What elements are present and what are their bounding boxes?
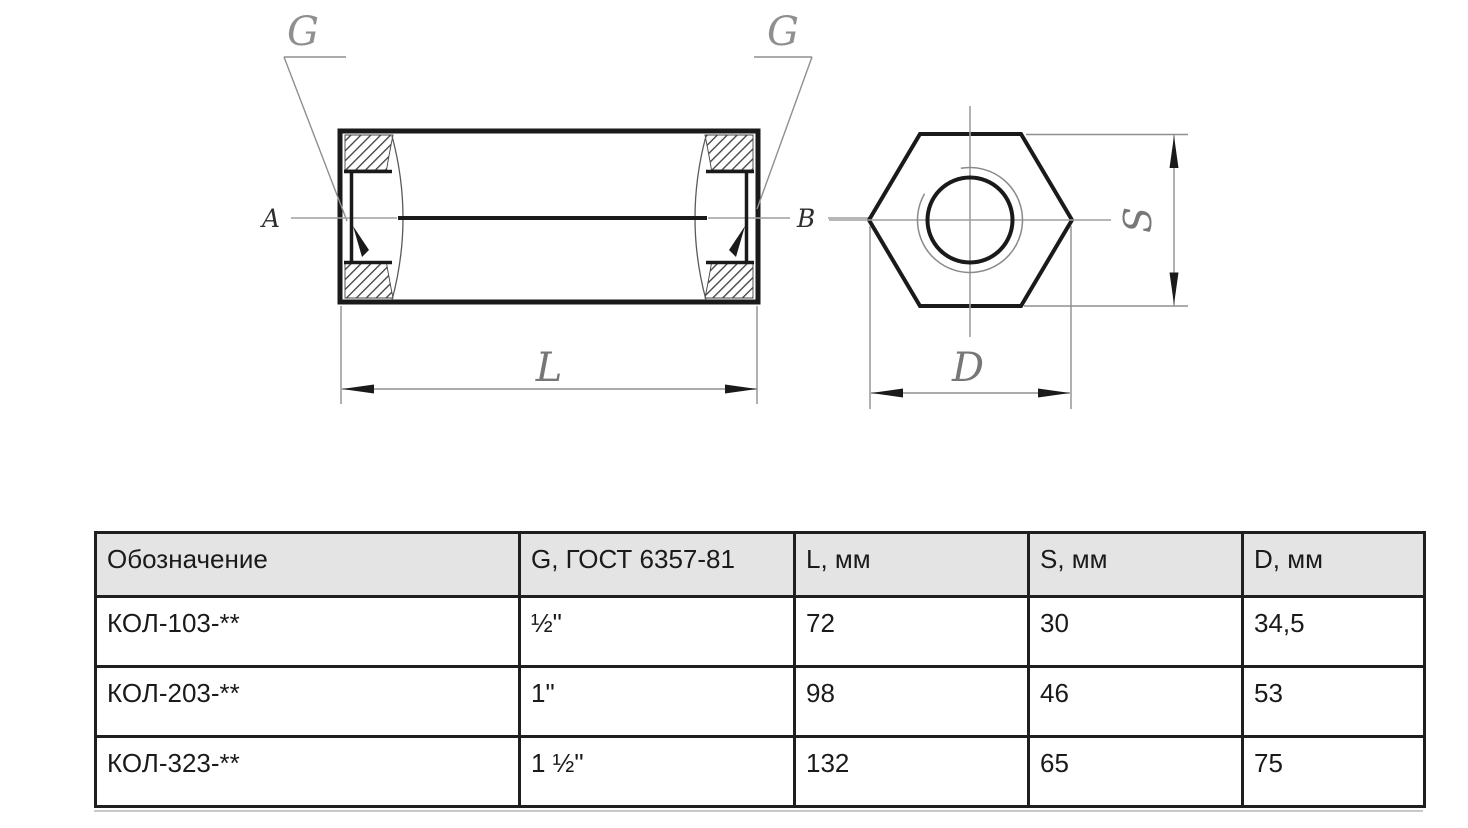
table-row [96,667,1425,737]
dimensions-table [94,531,1426,808]
table-bottom-shadow [94,810,1423,812]
cell-g: 1 ½" [520,737,795,807]
dim-s-label: S [1116,206,1160,234]
thread-label-left: G [287,9,319,55]
thread-hatch-top-right [705,135,753,170]
column-header-l: L, мм [795,533,1029,597]
cell-designation: КОЛ-323-** [96,737,520,807]
dimension-l [341,306,757,404]
dim-l-label: L [535,345,563,391]
table-row [96,597,1425,667]
side-view [260,9,869,404]
dim-l-arrow-right [725,385,757,394]
dim-d-arrow-left [871,389,903,398]
dim-d-label: D [951,345,985,391]
cell-s: 46 [1029,667,1243,737]
cell-designation: КОЛ-103-** [96,597,520,667]
dimensions-table-container [94,531,1426,808]
cell-d: 53 [1243,667,1425,737]
cell-designation: КОЛ-203-** [96,667,520,737]
table-row [96,737,1425,807]
column-header-d: D, мм [1243,533,1425,597]
dim-s-arrow-bottom [1170,273,1179,305]
axis-label-b: B [796,204,816,233]
axis-label-a: A [261,204,281,233]
thread-hatch-top-left [345,135,393,170]
thread-hatch-bottom-right [705,263,753,298]
column-header-g: G, ГОСТ 6357-81 [520,533,795,597]
end-view [829,106,1188,409]
cell-l: 132 [795,737,1029,807]
cell-s: 30 [1029,597,1243,667]
column-header-s: S, мм [1029,533,1243,597]
cell-d: 75 [1243,737,1425,807]
header-row [96,533,1425,597]
dim-l-arrow-left [342,385,374,394]
thread-label-right: G [767,9,799,55]
cell-g: 1" [520,667,795,737]
thread-hatch-bottom-left [345,263,393,298]
cell-l: 98 [795,667,1029,737]
column-header-designation: Обозначение [96,533,520,597]
dim-s-arrow-top [1170,136,1179,168]
cell-d: 34,5 [1243,597,1425,667]
dim-d-arrow-right [1038,389,1070,398]
cell-g: ½" [520,597,795,667]
cell-l: 72 [795,597,1029,667]
thread-leader-right [754,57,812,209]
cell-s: 65 [1029,737,1243,807]
